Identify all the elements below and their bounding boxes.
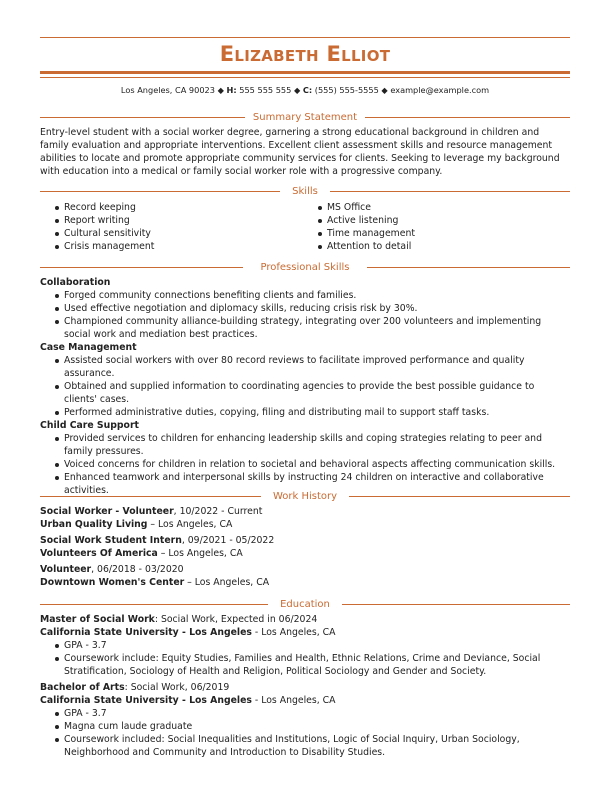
degree-detail: : Social Work, Expected in 06/2024 (154, 614, 318, 625)
degree: Master of Social Work (40, 614, 155, 625)
home-phone: 555 555 555 (239, 85, 292, 95)
job-dates: , 09/2021 - 05/2022 (181, 535, 275, 546)
skill-item: Cultural sensitivity (40, 227, 290, 240)
degree-detail: : Social Work, 06/2019 (124, 682, 230, 693)
job-dates: , 06/2018 - 03/2020 (91, 564, 184, 575)
skill-item: Report writing (40, 214, 290, 227)
list-item: Provided services to children for enhancing leadership skills and coping strategies relating to peer and family pressures. (40, 432, 570, 458)
school: California State University - Los Angeles (40, 627, 252, 638)
professional-skills-title: Professional Skills (256, 262, 355, 273)
list-item: Coursework included: Social Inequalities and Institutions, Logic of Social Inquiry, Urban Sociology, Neighborhood and Community and Introduction to Disability Studies. (40, 733, 570, 759)
list-item: GPA - 3.7 (40, 707, 570, 720)
job-place: – Los Angeles, CA (157, 548, 243, 559)
skill-item: Record keeping (40, 201, 290, 214)
job-place: – Los Angeles, CA (147, 519, 233, 530)
top-rule (40, 37, 570, 38)
cell-phone-label: C: (302, 85, 313, 95)
education-entry (40, 613, 570, 678)
list-item: Coursework include: Equity Studies, Families and Health, Ethnic Relations, Crime and Deviance, Social Stratification, Sociology of Health and Religion, Political Sociology and Gender and Society. (40, 652, 570, 678)
job-org: Urban Quality Living (40, 519, 148, 530)
cell-phone: (555) 555-5555 (314, 85, 379, 95)
job-role: Volunteer (40, 564, 92, 575)
list-item: GPA - 3.7 (40, 639, 570, 652)
contact-location: Los Angeles, CA 90023 (120, 85, 215, 95)
summary-heading (40, 111, 570, 124)
list-item: Championed community alliance-building strategy, integrating over 200 volunteers and implementing social work and mediation best practices. (40, 315, 570, 341)
skill-item: Attention to detail (303, 240, 553, 253)
name-rule-upper (40, 71, 570, 74)
skills-heading (40, 185, 570, 198)
professional-skills-heading (40, 261, 570, 274)
skill-group-heading: Collaboration (40, 277, 111, 288)
skill-group-heading: Child Care Support (40, 420, 139, 431)
list-item: Used effective negotiation and diplomacy skills, reducing crisis risk by 30%. (40, 302, 570, 315)
list-item: Assisted social workers with over 80 record reviews to facilitate improved performance and quality assurance. (40, 354, 570, 380)
job-org: Downtown Women's Center (40, 577, 185, 588)
summary-text: Entry-level student with a social worker degree, garnering a strong educational background in children and family evaluation and appropriate interventions. Excellent client assessment skills and resource management abilities to locate and promote appropriate community services for clients. Seeking to leverage my background with education into a medical or family social worker role with a progressive company. (40, 127, 560, 177)
education-heading (40, 598, 570, 611)
contact-email: example@example.com (390, 85, 490, 95)
home-phone-label: H: (226, 85, 237, 95)
skill-item: Active listening (303, 214, 553, 227)
work-history-heading (40, 490, 570, 503)
contact-line (40, 84, 570, 96)
skills-title: Skills (287, 186, 323, 197)
skill-item: MS Office (303, 201, 553, 214)
list-item: Magna cum laude graduate (40, 720, 570, 733)
list-item: Obtained and supplied information to coordinating agencies to provide the best possible guidance to clients' cases. (40, 380, 570, 406)
name-rule-lower (40, 77, 570, 78)
work-history-list (40, 505, 570, 592)
skill-item: Time management (303, 227, 553, 240)
skill-item: Crisis management (40, 240, 290, 253)
list-item: Forged community connections benefiting clients and families. (40, 289, 570, 302)
job-org: Volunteers Of America (40, 548, 158, 559)
separator-icon: ◆ (381, 85, 388, 95)
school-place: - Los Angeles, CA (251, 695, 336, 706)
list-item: Enhanced teamwork and interpersonal skills by instructing 24 children on interactive and collaborative activities. (40, 471, 570, 497)
summary-title: Summary Statement (248, 112, 362, 123)
school-place: - Los Angeles, CA (251, 627, 336, 638)
separator-icon: ◆ (293, 85, 301, 95)
professional-skills-list (40, 276, 570, 497)
school: California State University - Los Angeles (40, 695, 252, 706)
job-role: Social Worker - Volunteer (40, 506, 174, 517)
job-entry (40, 505, 570, 531)
job-entry (40, 563, 570, 589)
separator-icon: ◆ (217, 85, 224, 95)
list-item: Voiced concerns for children in relation to societal and behavioral aspects affecting communication skills. (40, 458, 570, 471)
work-history-title: Work History (268, 491, 342, 502)
job-role: Social Work Student Intern (40, 535, 182, 546)
job-dates: , 10/2022 - Current (173, 506, 263, 517)
list-item: Performed administrative duties, copying, filing and distributing mail to support staff tasks. (40, 406, 570, 419)
job-entry (40, 534, 570, 560)
job-place: – Los Angeles, CA (184, 577, 270, 588)
education-list (40, 613, 570, 759)
degree: Bachelor of Arts (40, 682, 125, 693)
education-title: Education (275, 599, 335, 610)
skill-group-heading: Case Management (40, 342, 137, 353)
education-entry (40, 681, 570, 759)
candidate-name: Elizabeth Elliot (219, 42, 391, 66)
